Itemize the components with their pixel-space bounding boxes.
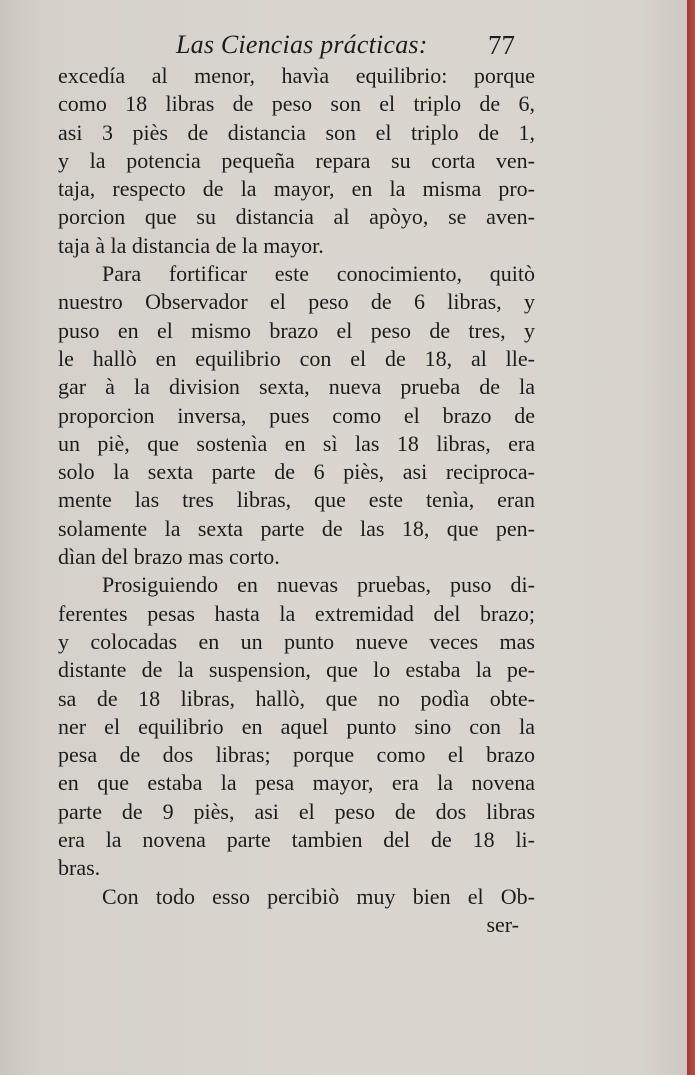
text-line: solamente la sexta parte de las 18, que pen- <box>58 515 535 541</box>
text-line: mente las tres libras, que este tenìa, eran <box>58 487 535 513</box>
page-edge <box>687 0 695 1075</box>
text-line: en que estaba la pesa mayor, era la novena <box>58 770 535 796</box>
text-line: distante de la suspension, que lo estaba la pe- <box>58 657 535 683</box>
text-line: gar à la division sexta, nueva prueba de la <box>58 374 535 400</box>
text-line: excedía al menor, havìa equilibrio: porque <box>58 63 535 88</box>
paragraph-first-line: Para fortificar este conocimiento, quitò <box>102 261 535 287</box>
text-line: porcion que su distancia al apòyo, se aven- <box>58 204 535 230</box>
text-line: taja, respecto de la mayor, en la misma pro- <box>58 176 535 202</box>
page-number: 77 <box>488 30 515 60</box>
text-line: parte de 9 piès, asi el peso de dos libras <box>58 798 535 824</box>
paragraph-first-line: Prosiguiendo en nuevas pruebas, puso di- <box>102 572 535 598</box>
running-head: Las Ciencias prácticas: <box>176 30 428 59</box>
catchword: ser- <box>486 911 519 937</box>
text-line: proporcion inversa, pues como el brazo de <box>58 402 535 428</box>
text-line: pesa de dos libras; porque como el brazo <box>58 742 535 768</box>
text-line: ferentes pesas hasta la extremidad del brazo; <box>58 600 535 626</box>
text-line: taja à la distancia de la mayor. <box>58 232 324 258</box>
text-line: asi 3 piès de distancia son el triplo de 1, <box>58 119 535 145</box>
text-line: solo la sexta parte de 6 piès, asi reciproca- <box>58 459 535 485</box>
text-line: nuestro Observador el peso de 6 libras, y <box>58 289 535 315</box>
text-line: y la potencia pequeña repara su corta ven- <box>58 147 535 173</box>
text-line: y colocadas en un punto nueve veces mas <box>58 628 535 654</box>
text-line: dìan del brazo mas corto. <box>58 544 280 570</box>
text-line: ner el equilibrio en aquel punto sino con la <box>58 713 535 739</box>
text-line: bras. <box>58 855 101 881</box>
text-line: como 18 libras de peso son el triplo de 6, <box>58 91 535 117</box>
text-line: un piè, que sostenìa en sì las 18 libras, era <box>58 430 535 456</box>
page-header <box>176 30 536 64</box>
text-line: era la novena parte tambien del de 18 li- <box>58 827 535 853</box>
text-line: le hallò en equilibrio con el de 18, al lle- <box>58 345 535 371</box>
text-line: puso en el mismo brazo el peso de tres, y <box>58 317 535 343</box>
text-line: sa de 18 libras, hallò, que no podìa obte- <box>58 685 535 711</box>
paragraph-first-line: Con todo esso percibiò muy bien el Ob- <box>102 883 535 909</box>
body-text <box>58 62 535 939</box>
